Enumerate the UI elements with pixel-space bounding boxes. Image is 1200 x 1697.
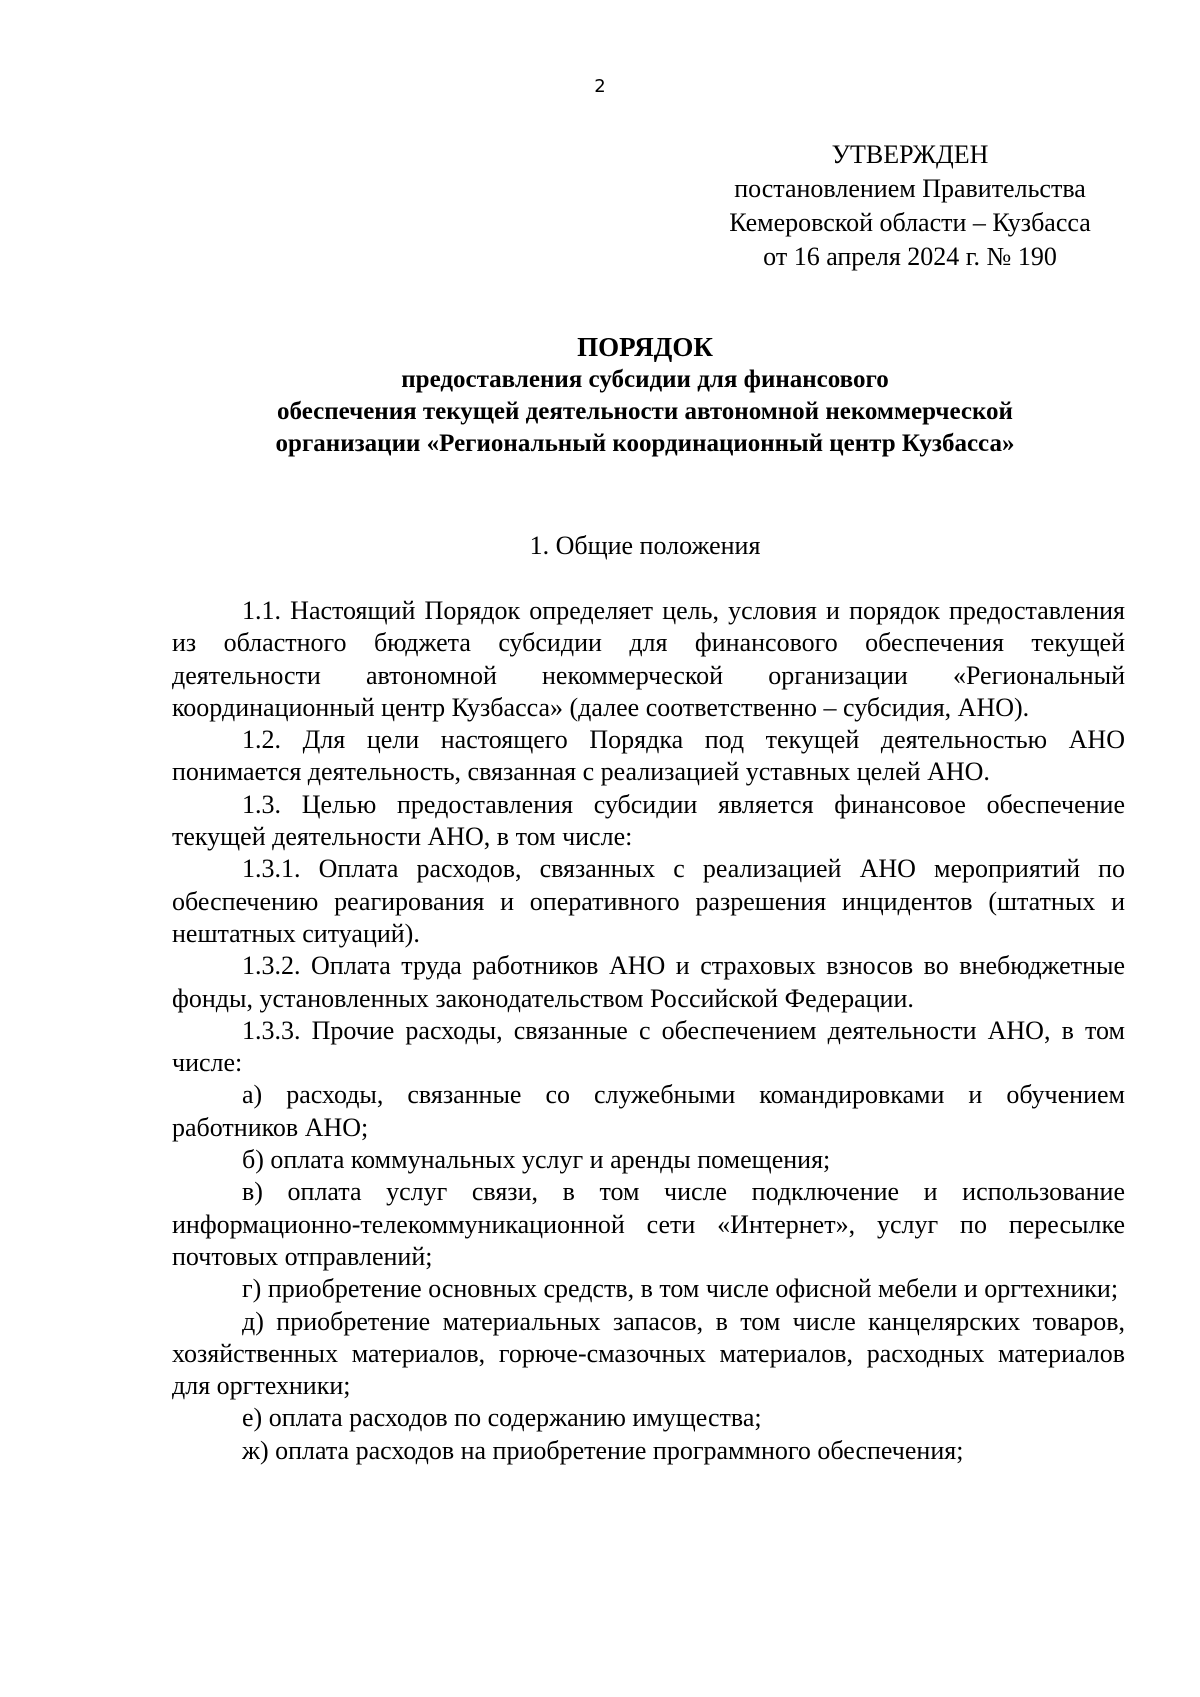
list-item-d: д) приобретение материальных запасов, в том числе канцелярских товаров, хозяйственных материалов, горюче-смазочных материалов, расходных материалов для оргтехники; [172,1306,1125,1401]
list-item-v: в) оплата услуг связи, в том числе подключение и использование информационно-телекоммуникационной сети «Интернет», услуг по пересылке почтовых отправлений; [172,1177,1125,1271]
approval-stamp [690,138,1130,274]
subtitle-line-2: обеспечения текущей деятельности автономной некоммерческой [277,398,1013,425]
subtitle-line-3: организации «Региональный координационный центр Кузбасса» [275,430,1015,457]
document-title: ПОРЯДОК [577,332,713,362]
paragraph-1-3: 1.3. Целью предоставления субсидии является финансовое обеспечение текущей деятельности АНО, в том числе: [172,789,1125,852]
document-title-block [165,330,1125,460]
approval-status: УТВЕРЖДЕН [831,140,989,169]
approval-line-1: постановлением Правительства [734,174,1086,203]
document-subtitle [165,364,1125,460]
page-number: 2 [594,76,606,97]
list-item-a: а) расходы, связанные со служебными командировками и обучением работников АНО; [172,1080,1125,1142]
paragraph-1-3-1: 1.3.1. Оплата расходов, связанных с реализацией АНО мероприятий по обеспечению реагирования и оперативного разрешения инцидентов (штатных и нештатных ситуаций). [172,854,1125,948]
section-heading: 1. Общие положения [529,531,761,560]
paragraph-1-3-2: 1.3.2. Оплата труда работников АНО и страховых взносов во внебюджетные фонды, установленных законодательством Российской Федерации. [172,951,1125,1013]
document-body [172,595,1125,1467]
approval-line-3: от 16 апреля 2024 г. № 190 [763,242,1057,271]
approval-line-2: Кемеровской области – Кузбасса [729,208,1091,237]
paragraph-1-1: 1.1. Настоящий Порядок определяет цель, условия и порядок предоставления из областного бюджета субсидии для финансового обеспечения текущей деятельности автономной некоммерческой организации «Региональный координационный центр Кузбасса» (далее соответственно – субсидия, АНО). [172,596,1125,722]
paragraph-1-3-3: 1.3.3. Прочие расходы, связанные с обеспечением деятельности АНО, в том числе: [172,1015,1125,1078]
list-item-b: б) оплата коммунальных услуг и аренды помещения; [242,1145,831,1175]
list-item-g: г) приобретение основных средств, в том числе офисной мебели и оргтехники; [242,1274,1119,1304]
subtitle-line-1: предоставления субсидии для финансового [401,366,889,393]
paragraph-1-2: 1.2. Для цели настоящего Порядка под текущей деятельностью АНО понимается деятельность, связанная с реализацией уставных целей АНО. [172,725,1125,787]
list-item-zh: ж) оплата расходов на приобретение программного обеспечения; [242,1435,964,1465]
list-item-e: е) оплата расходов по содержанию имущества; [242,1403,762,1433]
